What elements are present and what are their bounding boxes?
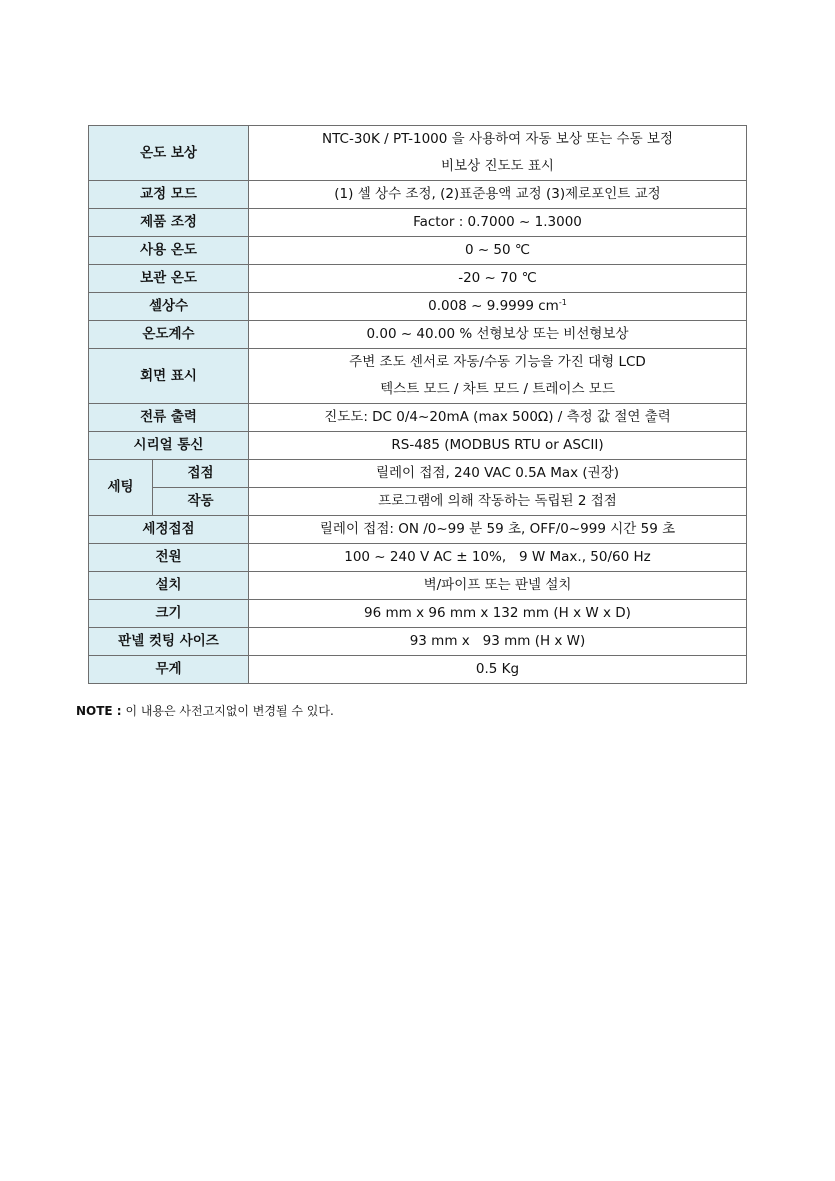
note-label: NOTE : xyxy=(76,704,122,718)
row-value: 릴레이 접점, 240 VAC 0.5A Max (권장) xyxy=(249,460,747,488)
row-value: 프로그램에 의해 작동하는 독립된 2 접점 xyxy=(249,488,747,516)
table-row xyxy=(89,488,747,516)
row-value-line: 주변 조도 센서로 자동/수동 기능을 가진 대형 LCD xyxy=(349,354,646,370)
row-label: 온도 보상 xyxy=(89,126,249,181)
row-value-line: 비보상 진도도 표시 xyxy=(441,158,554,174)
row-label: 세정접점 xyxy=(89,516,249,544)
table-row xyxy=(89,237,747,265)
table-row xyxy=(89,265,747,293)
row-label: 판넬 컷팅 사이즈 xyxy=(89,628,249,656)
table-row xyxy=(89,628,747,656)
table-row xyxy=(89,460,747,488)
row-value xyxy=(249,293,747,321)
row-value: 100 ~ 240 V AC ± 10%, 9 W Max., 50/60 Hz xyxy=(249,544,747,572)
spec-table xyxy=(88,125,747,684)
table-row xyxy=(89,432,747,460)
row-label: 교정 모드 xyxy=(89,181,249,209)
row-label: 온도계수 xyxy=(89,321,249,349)
row-label: 보관 온도 xyxy=(89,265,249,293)
row-value: 진도도: DC 0/4~20mA (max 500Ω) / 측정 값 절연 출력 xyxy=(249,404,747,432)
table-row xyxy=(89,321,747,349)
row-value: 0.00 ~ 40.00 % 선형보상 또는 비선형보상 xyxy=(249,321,747,349)
table-row xyxy=(89,126,747,181)
note-text: 이 내용은 사전고지없이 변경될 수 있다. xyxy=(125,704,334,718)
row-value-line: NTC-30K / PT-1000 을 사용하여 자동 보상 또는 수동 보정 xyxy=(321,131,674,147)
table-row xyxy=(89,209,747,237)
table-row xyxy=(89,572,747,600)
row-label: 셀상수 xyxy=(89,293,249,321)
setting-group-label: 세팅 xyxy=(89,460,153,516)
row-value: 벽/파이프 또는 판넬 설치 xyxy=(249,572,747,600)
table-row xyxy=(89,656,747,684)
table-row xyxy=(89,349,747,404)
row-value: Factor : 0.7000 ~ 1.3000 xyxy=(249,209,747,237)
row-value: -20 ~ 70 ℃ xyxy=(249,265,747,293)
setting-sub-label: 접점 xyxy=(153,460,249,488)
row-label: 제품 조정 xyxy=(89,209,249,237)
table-row xyxy=(89,600,747,628)
row-label: 설치 xyxy=(89,572,249,600)
row-label: 전원 xyxy=(89,544,249,572)
row-value xyxy=(249,349,747,404)
row-value-line: 텍스트 모드 / 차트 모드 / 트레이스 모드 xyxy=(380,381,615,397)
table-row xyxy=(89,293,747,321)
row-label: 전류 출력 xyxy=(89,404,249,432)
note xyxy=(76,702,334,719)
row-value: 96 mm x 96 mm x 132 mm (H x W x D) xyxy=(249,600,747,628)
row-label: 시리얼 통신 xyxy=(89,432,249,460)
row-label: 사용 온도 xyxy=(89,237,249,265)
table-row xyxy=(89,516,747,544)
table-row xyxy=(89,404,747,432)
row-label: 크기 xyxy=(89,600,249,628)
row-label: 무게 xyxy=(89,656,249,684)
row-value-superscript: -1 xyxy=(558,298,567,307)
row-value: (1) 셀 상수 조정, (2)표준용액 교정 (3)제로포인트 교정 xyxy=(249,181,747,209)
row-value: 0 ~ 50 ℃ xyxy=(249,237,747,265)
row-value xyxy=(249,126,747,181)
row-label: 회면 표시 xyxy=(89,349,249,404)
row-value-text: 0.008 ~ 9.9999 cm xyxy=(428,298,559,314)
row-value: 릴레이 접점: ON /0~99 분 59 초, OFF/0~999 시간 59 초 xyxy=(249,516,747,544)
row-value: 93 mm x 93 mm (H x W) xyxy=(249,628,747,656)
row-value: 0.5 Kg xyxy=(249,656,747,684)
table-row xyxy=(89,181,747,209)
table-row xyxy=(89,544,747,572)
row-value: RS-485 (MODBUS RTU or ASCII) xyxy=(249,432,747,460)
setting-sub-label: 작동 xyxy=(153,488,249,516)
